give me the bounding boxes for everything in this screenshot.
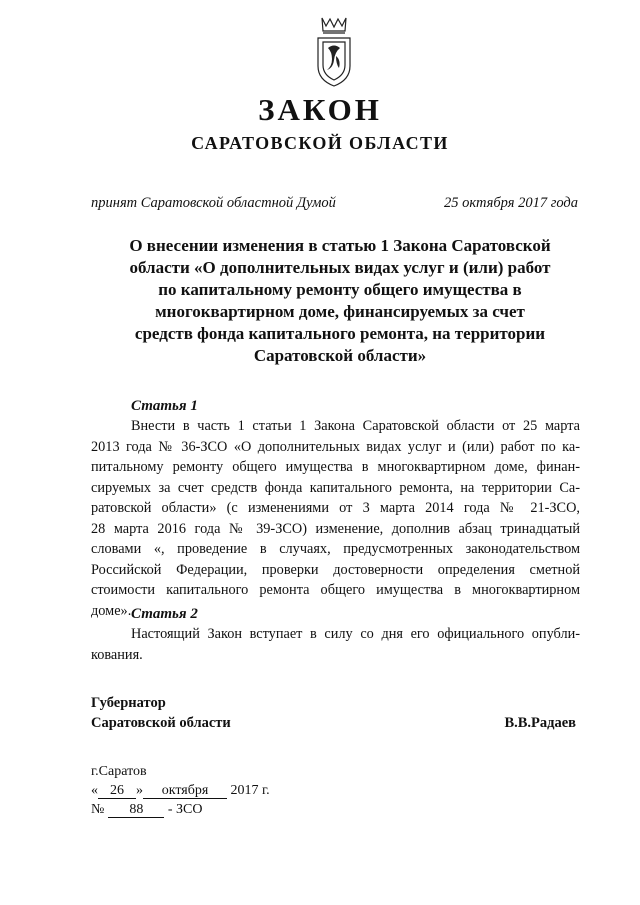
city: г.Саратов <box>91 764 147 779</box>
text-line: Российской Федерации, проверки достоверности определения сметной <box>91 561 580 578</box>
registration-block <box>91 762 270 819</box>
signer-name: В.В.Радаев <box>504 715 576 731</box>
heading-line: многоквартирном доме, финансируемых за счет <box>155 302 525 321</box>
article-2-text <box>91 624 580 665</box>
text-line: сируемых за счет средств фонда капитального ремонта, на территории Са- <box>91 479 580 496</box>
registration-number <box>91 800 270 819</box>
text-line: доме». <box>91 602 132 619</box>
registration-year: 2017 г. <box>230 783 270 798</box>
text-line: питальному ремонту общего имущества в многоквартирном доме, финан- <box>91 459 580 475</box>
text-line: Настоящий Закон вступает в силу со дня его официального опубли- <box>131 626 580 642</box>
text-line: кования. <box>91 646 143 663</box>
law-subtitle: САРАТОВСКОЙ ОБЛАСТИ <box>191 133 449 153</box>
signer-position <box>91 693 231 733</box>
text-line: 28 марта 2016 года № 39-ЗСО) изменение, дополнив абзац тринадцатый <box>91 520 580 537</box>
number-suffix: - ЗСО <box>167 802 203 817</box>
adoption-date: 25 октября 2017 года <box>444 195 578 211</box>
signer-position-line: Губернатор <box>91 695 166 711</box>
law-title: ЗАКОН <box>258 92 382 127</box>
law-number: 88 <box>108 802 164 818</box>
signer-position-line: Саратовской области <box>91 715 231 731</box>
saratov-coat-of-arms-icon <box>314 16 354 88</box>
text-line: 2013 года № 36-ЗСО «О дополнительных видах услуг и (или) работ по ка- <box>91 438 580 455</box>
law-heading <box>80 235 600 367</box>
number-label: № <box>91 802 105 817</box>
heading-line: О внесении изменения в статью 1 Закона Саратовской <box>129 236 551 255</box>
heading-line: по капитальному ремонту общего имущества в <box>158 280 522 299</box>
text-line: Внести в часть 1 статьи 1 Закона Саратовской области от 25 марта <box>131 418 580 434</box>
article-2-title: Статья 2 <box>131 606 198 622</box>
text-line: ратовской области» (с изменениями от 3 марта 2014 года № 21-ЗСО, <box>91 500 580 516</box>
heading-line: Саратовской области» <box>253 346 427 365</box>
registration-day: 26 <box>98 783 136 799</box>
registration-date <box>91 781 270 800</box>
quote-close: » <box>136 783 143 798</box>
heading-line: средств фонда капитального ремонта, на территории <box>134 324 546 343</box>
heading-line: области «О дополнительных видах услуг и (или) работ <box>129 258 551 277</box>
article-1-text <box>91 416 580 621</box>
text-line: словами «, проведение в случаях, предусмотренных законодательством <box>91 541 580 557</box>
quote-open: « <box>91 783 98 798</box>
adopted-by: принят Саратовской областной Думой <box>91 195 336 211</box>
registration-month: октября <box>143 783 227 799</box>
text-line: стоимости капитального ремонта общего имущества в многоквартирном <box>91 582 580 598</box>
article-1-title: Статья 1 <box>131 398 198 414</box>
